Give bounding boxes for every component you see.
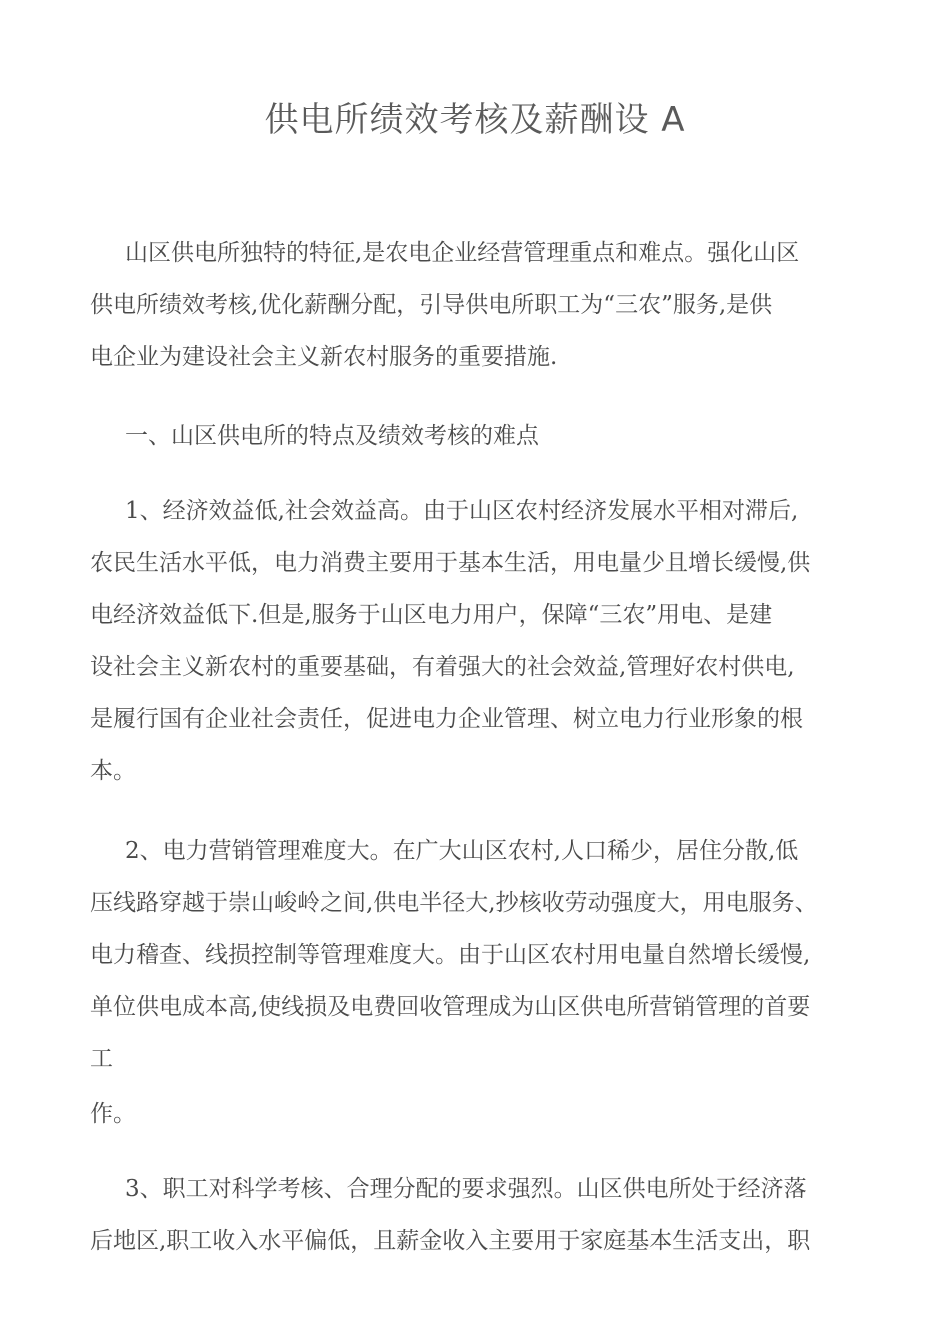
text-line: 电力稽查、线损控制等管理难度大。由于山区农村用电量自然增长缓慢,: [90, 942, 811, 968]
text-line: 是履行国有企业社会责任，促进电力企业管理、树立电力行业形象的根: [90, 706, 803, 732]
paragraph: [90, 825, 880, 1143]
text-line: 作。: [90, 1101, 136, 1127]
paragraph: [90, 227, 880, 383]
text-line: 压线路穿越于崇山峻岭之间,供电半径大,抄核收劳动强度大，用电服务、: [90, 890, 818, 916]
paragraph: [90, 485, 880, 797]
section-heading: [90, 410, 880, 462]
paragraph-point-3: [90, 1163, 880, 1267]
paragraph-intro: [90, 227, 880, 383]
paragraph: [90, 410, 880, 462]
text-line: 农民生活水平低，电力消费主要用于基本生活，用电量少且增长缓慢,供: [90, 550, 811, 576]
text-line: 单位供电成本高,使线损及电费回收管理成为山区供电所营销管理的首要: [90, 994, 811, 1020]
text-line: 3、职工对科学考核、合理分配的要求强烈。山区供电所处于经济落: [125, 1176, 807, 1202]
text-line: 电企业为建设社会主义新农村服务的重要措施.: [90, 344, 558, 370]
text-line: 山区供电所独特的特征,是农电企业经营管理重点和难点。强化山区: [125, 240, 800, 266]
text-line: 后地区,职工收入水平偏低，且薪金收入主要用于家庭基本生活支出，职: [90, 1228, 811, 1254]
text-line: 供电所绩效考核,优化薪酬分配，引导供电所职工为“三农”服务,是供: [90, 292, 773, 318]
text-line: 本。: [90, 758, 136, 784]
document-title: 供电所绩效考核及薪酬设 A: [264, 100, 686, 140]
text-line: 1、经济效益低,社会效益高。由于山区农村经济发展水平相对滞后,: [125, 498, 799, 524]
text-line: 一、山区供电所的特点及绩效考核的难点: [125, 423, 539, 449]
paragraph-point-2: [90, 825, 880, 1143]
text-line: 2、电力营销管理难度大。在广大山区农村,人口稀少，居住分散,低: [125, 838, 799, 864]
paragraph: [90, 1163, 880, 1267]
text-line: 工: [90, 1046, 113, 1072]
paragraph-point-1: [90, 485, 880, 797]
text-line: 电经济效益低下.但是,服务于山区电力用户，保障“三农”用电、是建: [90, 602, 773, 628]
text-line: 设社会主义新农村的重要基础，有着强大的社会效益,管理好农村供电,: [90, 654, 795, 680]
